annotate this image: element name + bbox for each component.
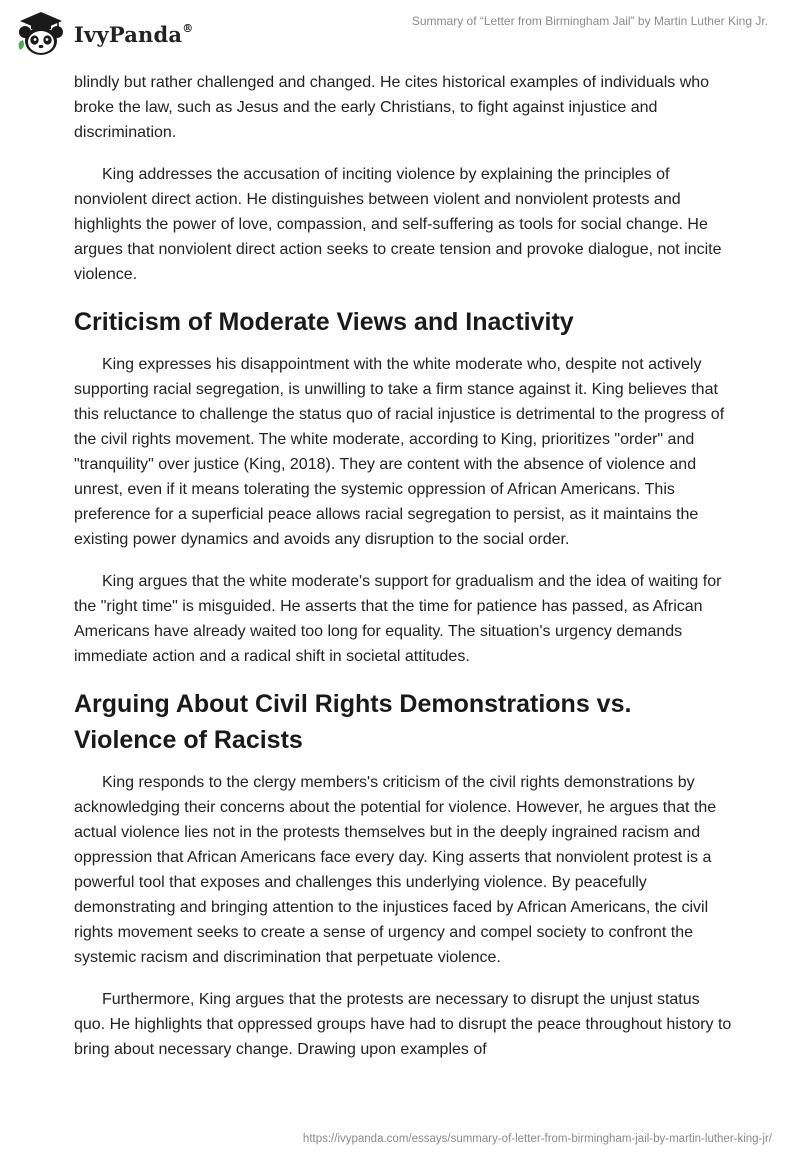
page-header [0,0,800,70]
brand-logo[interactable] [14,10,193,58]
essay-content [74,70,734,1079]
panda-logo-icon [14,10,68,58]
paragraph-4: King argues that the white moderate's support for gradualism and the idea of waiting for the "right time" is misguided. He asserts that the time for patience has passed, as African Americans have already waited too long for equality. The situation's urgency demands immediate action and a radical shift in societal attitudes. [74,573,722,665]
paragraph-3: King expresses his disappointment with the white moderate who, despite not actively supporting racial segregation, is unwilling to take a firm stance against it. King believes that this reluctance to challenge the status quo of racial injustice is detrimental to the progress of the civil rights movement. The white moderate, according to King, prioritizes "order" and "tranquility" over justice (King, 2018). They are content with the absence of violence and unrest, even if it means tolerating the systemic oppression of African Americans. This preference for a superficial peace allows racial segregation to persist, as it maintains the existing power dynamics and avoids any disruption to the social order. [74,356,725,548]
document-title: Summary of “Letter from Birmingham Jail” by Martin Luther King Jr. [411,14,768,28]
paragraph-1: blindly but rather challenged and changed. He cites historical examples of individuals who broke the law, such as Jesus and the early Christians, to fight against injustice and discrimination. [74,74,710,141]
source-url-link[interactable]: https://ivypanda.com/essays/summary-of-letter-from-birmingham-jail-by-martin-luther-king-jr/ [302,1133,772,1145]
paragraph-2: King addresses the accusation of inciting violence by explaining the principles of nonviolent direct action. He distinguishes between violent and nonviolent protests and highlights the power of love, compassion, and self-suffering as tools for social change. He argues that nonviolent direct action seeks to create tension and provoke dialogue, not incite violence. [74,166,722,283]
section-heading-demonstrations: Arguing About Civil Rights Demonstrations vs. Violence of Racists [74,690,632,754]
paragraph-5: King responds to the clergy members's criticism of the civil rights demonstrations by acknowledging their concerns about the potential for violence. However, he argues that the actual violence lies not in the protests themselves but in the deeply ingrained racism and oppression that African Americans face every day. King asserts that nonviolent protest is a powerful tool that exposes and challenges this underlying violence. By peacefully demonstrating and bringing attention to the injustices faced by African Americans, the civil rights movement seeks to create a sense of urgency and compel society to confront the systemic racism and discrimination that perpetuate violence. [74,774,717,966]
brand-name: IvyPanda® [74,21,194,47]
paragraph-6: Furthermore, King argues that the protests are necessary to disrupt the unjust status quo. He highlights that oppressed groups have had to disrupt the peace throughout history to bring about necessary change. Drawing upon examples of [74,991,732,1058]
section-heading-moderate-views: Criticism of Moderate Views and Inactivity [74,308,574,336]
